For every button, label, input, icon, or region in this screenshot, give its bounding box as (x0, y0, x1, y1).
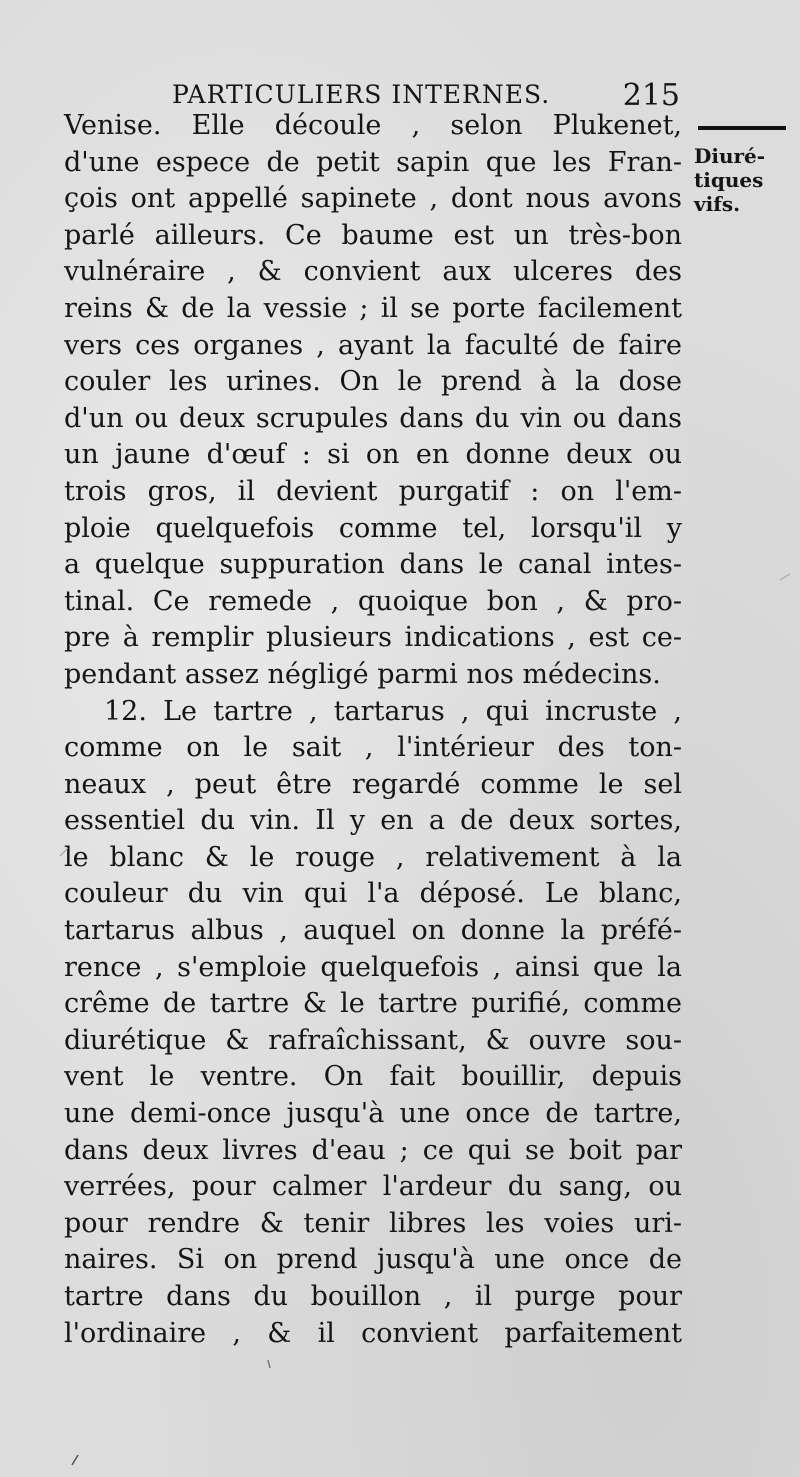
text-line: verrées, pour calmer l'ardeur du sang, ou (64, 1171, 682, 1203)
running-head: PARTICULIERS INTERNES. (172, 80, 551, 109)
text-line: essentiel du vin. Il y en a de deux sortes, (64, 805, 682, 837)
text-line: couler les urines. On le prend à la dose (64, 366, 682, 398)
text-line: diurétique & rafraîchissant, & ouvre sou- (64, 1024, 682, 1056)
body-text (64, 108, 682, 1352)
text-line: vulnéraire , & convient aux ulceres des (64, 256, 682, 288)
text-line: l'ordinaire , & il convient parfaitement (64, 1317, 682, 1349)
paper-speck (72, 1455, 78, 1465)
text-line: d'une espece de petit sapin que les Fran- (64, 146, 682, 178)
text-line: d'un ou deux scrupules dans du vin ou dans (64, 402, 682, 434)
text-line: vent le ventre. On fait bouillir, depuis (64, 1061, 682, 1093)
text-line: le blanc & le rouge , relativement à la (64, 841, 682, 873)
text-line: Venise. Elle découle , selon Plukenet, (64, 110, 682, 141)
margin-note-line: tiques (694, 168, 764, 192)
text-line: naires. Si on prend jusqu'à une once de (64, 1244, 682, 1276)
text-line: couleur du vin qui l'a déposé. Le blanc, (64, 878, 682, 910)
text-line: neaux , peut être regardé comme le sel (64, 768, 682, 800)
margin-note-line: vifs. (694, 192, 741, 216)
paper-speck (780, 574, 790, 580)
text-line: ploie quelquefois comme tel, lorsqu'il y (64, 512, 682, 544)
paper-speck (268, 1360, 270, 1368)
text-line: rence , s'emploie quelquefois , ainsi que la (64, 951, 682, 983)
margin-note-line: Diuré- (694, 144, 766, 168)
text-line: vers ces organes , ayant la faculté de faire (64, 329, 682, 361)
text-line: pre à remplir plusieurs indications , est ce- (64, 622, 682, 654)
margin-rule (698, 126, 786, 130)
text-line: pour rendre & tenir libres les voies uri- (64, 1207, 682, 1239)
text-line: tartre dans du bouillon , il purge pour (64, 1281, 682, 1312)
page-number: 215 (622, 78, 680, 113)
text-line: tartarus albus , auquel on donne la préfé- (64, 915, 682, 947)
text-line: crême de tartre & le tartre purifié, comme (64, 988, 682, 1020)
text-line: 12. Le tartre , tartarus , qui incruste , (104, 695, 682, 727)
margin-note (694, 126, 794, 216)
text-line: tinal. Ce remede , quoique bon , & pro- (64, 585, 682, 617)
text-line: un jaune d'œuf : si on en donne deux ou (64, 439, 682, 471)
text-line: çois ont appellé sapinete , dont nous avons (64, 183, 682, 215)
text-line: reins & de la vessie ; il se porte facilement (64, 292, 682, 324)
text-line: dans deux livres d'eau ; ce qui se boit par (64, 1134, 682, 1166)
text-line: parlé ailleurs. Ce baume est un très-bon (64, 219, 682, 251)
text-line: a quelque suppuration dans le canal intes- (64, 549, 682, 581)
text-line: trois gros, il devient purgatif : on l'em- (64, 475, 682, 507)
text-line: pendant assez négligé parmi nos médecins. (64, 658, 661, 690)
text-line: comme on le sait , l'intérieur des ton- (64, 732, 682, 764)
text-line: une demi-once jusqu'à une once de tartre, (64, 1098, 682, 1130)
